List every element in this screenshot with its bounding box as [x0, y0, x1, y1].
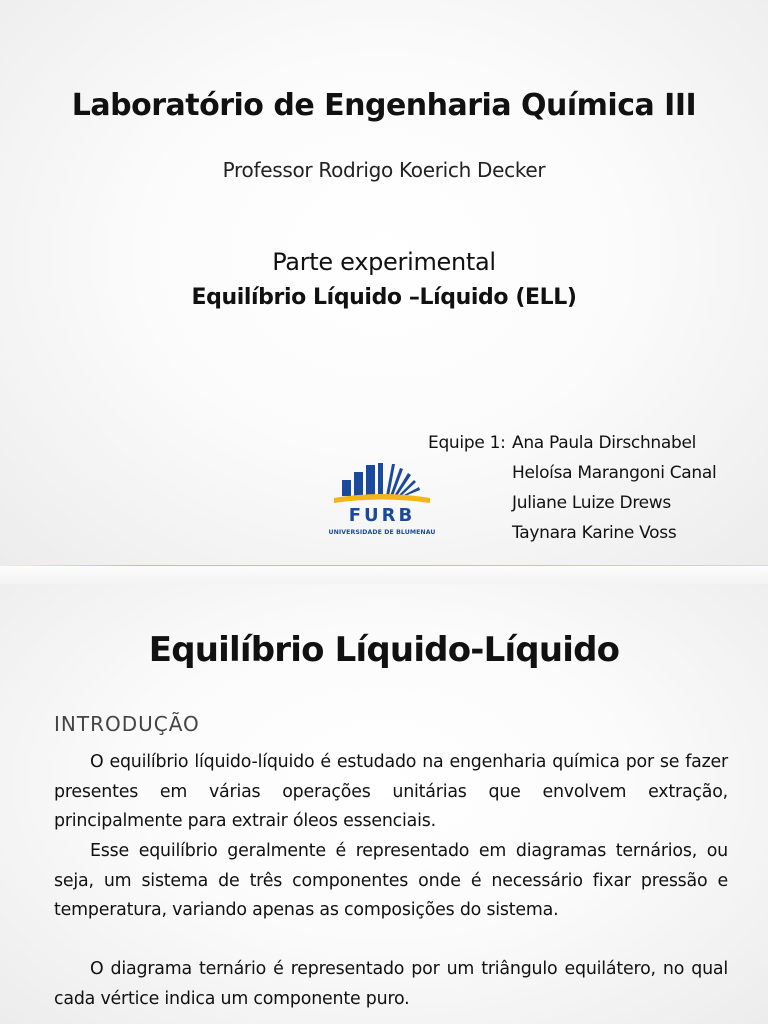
- paragraph: O equilíbrio líquido-líquido é estudado na engenharia química por se fazer presentes em várias operações unitárias que envolvem extração, principalmente para extrair óleos essenciais.: [54, 752, 728, 831]
- team-member: Ana Paula Dirschnabel: [512, 433, 697, 453]
- slide-title: Laboratório de Engenharia Química III: [71, 88, 697, 123]
- team-member: Juliane Luize Drews: [512, 493, 671, 513]
- professor-name: Professor Rodrigo Koerich Decker: [222, 158, 546, 182]
- paragraph: O diagrama ternário é representado por um triângulo equilátero, no qual cada vértice indica um componente puro.: [54, 959, 728, 1009]
- part-label: Parte experimental: [272, 248, 496, 276]
- team-label: Equipe 1:: [428, 433, 506, 453]
- paragraph: Esse equilíbrio geralmente é representado em diagramas ternários, ou seja, um sistema de três componentes onde é necessário fixar pressão e temperatura, variando apenas as composições do sistema.: [54, 841, 728, 920]
- team-member: Heloísa Marangoni Canal: [512, 463, 717, 483]
- logo-name: FURB: [348, 505, 416, 526]
- team-block: [428, 428, 716, 548]
- team-member: Taynara Karine Voss: [512, 523, 677, 543]
- logo-subtitle: UNIVERSIDADE DE BLUMENAU: [328, 529, 436, 536]
- section-heading: INTRODUÇÃO: [54, 712, 200, 736]
- slide-subtitle: Equilíbrio Líquido –Líquido (ELL): [191, 285, 577, 310]
- slide-gap: [0, 566, 768, 584]
- slide-title: Equilíbrio Líquido-Líquido: [148, 630, 620, 670]
